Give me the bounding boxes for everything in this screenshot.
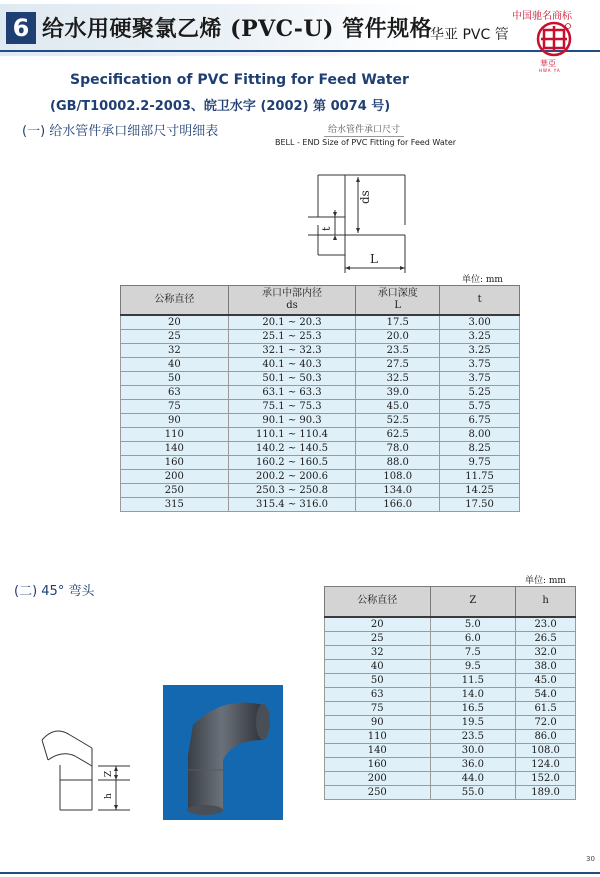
table-cell: 200.2 ~ 200.6	[228, 470, 356, 484]
table-cell: 38.0	[516, 659, 576, 673]
table-cell: 7.5	[430, 645, 516, 659]
table-row	[121, 456, 520, 470]
table-cell: 75	[121, 400, 229, 414]
table-row	[121, 498, 520, 512]
table-cell: 140	[325, 743, 431, 757]
table-cell: 315.4 ~ 316.0	[228, 498, 356, 512]
table-cell: 25	[325, 631, 431, 645]
diagram1-caption-cn: 给水管件承口尺寸	[324, 122, 404, 137]
table-cell: 315	[121, 498, 229, 512]
table-cell: 72.0	[516, 715, 576, 729]
table-row	[325, 631, 576, 645]
table-cell: 9.75	[440, 456, 520, 470]
diagram2-label-h: h	[104, 793, 114, 799]
column-header: t	[440, 286, 520, 316]
column-header: 承口中部内径 ds	[228, 286, 356, 316]
footer-divider	[0, 872, 600, 874]
bell-end-size-table	[120, 285, 520, 512]
table-cell: 250	[325, 785, 431, 799]
table-cell: 55.0	[430, 785, 516, 799]
elbow-45-icon	[163, 685, 283, 820]
table-row	[121, 470, 520, 484]
column-header: Z	[430, 587, 516, 617]
elbow-45-table	[324, 586, 576, 800]
table-cell: 17.5	[356, 315, 440, 330]
table-cell: 20	[121, 315, 229, 330]
table-row	[121, 484, 520, 498]
table-cell: 14.25	[440, 484, 520, 498]
header-divider	[0, 50, 600, 52]
table-cell: 23.5	[356, 344, 440, 358]
table2-unit: 单位: mm	[525, 576, 566, 586]
table-row	[325, 729, 576, 743]
table-row	[325, 715, 576, 729]
table-row	[325, 617, 576, 632]
column-header: 公称直径	[121, 286, 229, 316]
table-cell: 108.0	[516, 743, 576, 757]
table-cell: 6.75	[440, 414, 520, 428]
table-cell: 25.1 ~ 25.3	[228, 330, 356, 344]
table-cell: 140	[121, 442, 229, 456]
table-cell: 250.3 ~ 250.8	[228, 484, 356, 498]
table-cell: 200	[325, 771, 431, 785]
table-cell: 140.2 ~ 140.5	[228, 442, 356, 456]
table-cell: 152.0	[516, 771, 576, 785]
table-cell: 200	[121, 470, 229, 484]
table-cell: 11.75	[440, 470, 520, 484]
table-cell: 61.5	[516, 701, 576, 715]
table-cell: 52.5	[356, 414, 440, 428]
table-cell: 50	[121, 372, 229, 386]
table-cell: 3.75	[440, 358, 520, 372]
table-cell: 45.0	[356, 400, 440, 414]
table-cell: 30.0	[430, 743, 516, 757]
table-row	[121, 344, 520, 358]
table-cell: 20	[325, 617, 431, 632]
table-cell: 189.0	[516, 785, 576, 799]
table-row	[325, 687, 576, 701]
table-cell: 160	[325, 757, 431, 771]
table-cell: 8.25	[440, 442, 520, 456]
table-cell: 32.0	[516, 645, 576, 659]
table-cell: 5.75	[440, 400, 520, 414]
table-cell: 8.00	[440, 428, 520, 442]
table-row	[121, 358, 520, 372]
brand-name: 华亚 PVC 管	[430, 27, 509, 43]
table-row	[121, 414, 520, 428]
table-cell: 90.1 ~ 90.3	[228, 414, 356, 428]
table-cell: 250	[121, 484, 229, 498]
table-row	[121, 330, 520, 344]
table-cell: 50.1 ~ 50.3	[228, 372, 356, 386]
logo-english-name: HWA YA	[539, 68, 561, 73]
table-cell: 63.1 ~ 63.3	[228, 386, 356, 400]
table-cell: 134.0	[356, 484, 440, 498]
table-row	[325, 659, 576, 673]
bell-end-diagram	[300, 155, 420, 280]
logo-chinese-name: 華亞	[540, 59, 556, 68]
table-cell: 45.0	[516, 673, 576, 687]
section1-title: (一) 给水管件承口细部尺寸明细表	[22, 124, 219, 139]
table-cell: 3.75	[440, 372, 520, 386]
table-cell: 6.0	[430, 631, 516, 645]
table-cell: 25	[121, 330, 229, 344]
table-cell: 88.0	[356, 456, 440, 470]
table-cell: 23.5	[430, 729, 516, 743]
table-cell: 110	[121, 428, 229, 442]
diagram1-label-L: L	[370, 252, 378, 266]
table-cell: 110	[325, 729, 431, 743]
table-row	[325, 785, 576, 799]
table-cell: 124.0	[516, 757, 576, 771]
column-header: 公称直径	[325, 587, 431, 617]
table-cell: 90	[325, 715, 431, 729]
elbow-diagram	[20, 710, 160, 820]
table-cell: 86.0	[516, 729, 576, 743]
table-cell: 50	[325, 673, 431, 687]
table-cell: 20.1 ~ 20.3	[228, 315, 356, 330]
table-cell: 9.5	[430, 659, 516, 673]
section2-title: (二) 45° 弯头	[14, 584, 95, 599]
table-cell: 20.0	[356, 330, 440, 344]
page-title: 给水用硬聚氯乙烯 (PVC-U) 管件规格	[42, 16, 433, 42]
table-cell: 110.1 ~ 110.4	[228, 428, 356, 442]
table-cell: 160	[121, 456, 229, 470]
table-cell: 40	[325, 659, 431, 673]
table1-unit: 单位: mm	[462, 275, 503, 285]
column-header: 承口深度 L	[356, 286, 440, 316]
table-cell: 75.1 ~ 75.3	[228, 400, 356, 414]
diagram2-label-z: Z	[104, 770, 114, 777]
spec-standard: (GB/T10002.2-2003、皖卫水字 (2002) 第 0074 号)	[50, 99, 391, 114]
table-row	[121, 428, 520, 442]
table-row	[325, 645, 576, 659]
table-row	[325, 743, 576, 757]
table-cell: 40.1 ~ 40.3	[228, 358, 356, 372]
column-header: h	[516, 587, 576, 617]
table-cell: 19.5	[430, 715, 516, 729]
table-cell: 5.0	[430, 617, 516, 632]
table-row	[325, 771, 576, 785]
table-cell: 32	[121, 344, 229, 358]
table-cell: 32	[325, 645, 431, 659]
table-cell: 5.25	[440, 386, 520, 400]
table-cell: 63	[121, 386, 229, 400]
table-row	[325, 757, 576, 771]
trademark-label: 中国驰名商标	[512, 11, 572, 22]
table-cell: 27.5	[356, 358, 440, 372]
diagram1-label-ds: ds	[358, 190, 372, 204]
table-cell: 78.0	[356, 442, 440, 456]
elbow-photo	[163, 685, 283, 820]
table-cell: 62.5	[356, 428, 440, 442]
table-cell: 3.25	[440, 344, 520, 358]
table-cell: 44.0	[430, 771, 516, 785]
table-cell: 166.0	[356, 498, 440, 512]
table-cell: 3.00	[440, 315, 520, 330]
table-row	[325, 673, 576, 687]
table-cell: 54.0	[516, 687, 576, 701]
table-cell: 32.1 ~ 32.3	[228, 344, 356, 358]
table-cell: 26.5	[516, 631, 576, 645]
table-row	[121, 315, 520, 330]
table-cell: 90	[121, 414, 229, 428]
table-cell: 75	[325, 701, 431, 715]
chapter-number: 6	[6, 12, 36, 44]
table-cell: 32.5	[356, 372, 440, 386]
brand-logo-icon	[535, 21, 573, 57]
diagram1-label-t: t	[320, 226, 333, 231]
table-cell: 3.25	[440, 330, 520, 344]
table-row	[121, 400, 520, 414]
table-cell: 160.2 ~ 160.5	[228, 456, 356, 470]
diagram1-caption-en: BELL - END Size of PVC Fitting for Feed Water	[275, 138, 457, 147]
table-cell: 40	[121, 358, 229, 372]
table-cell: 36.0	[430, 757, 516, 771]
table-cell: 17.50	[440, 498, 520, 512]
table-cell: 11.5	[430, 673, 516, 687]
table-cell: 14.0	[430, 687, 516, 701]
table-row	[325, 701, 576, 715]
table-cell: 39.0	[356, 386, 440, 400]
table-cell: 108.0	[356, 470, 440, 484]
table-cell: 16.5	[430, 701, 516, 715]
spec-title: Specification of PVC Fitting for Feed Water	[70, 72, 409, 88]
table-row	[121, 442, 520, 456]
page-number: 30	[586, 855, 595, 863]
table-row	[121, 372, 520, 386]
table-cell: 23.0	[516, 617, 576, 632]
table-row	[121, 386, 520, 400]
table-cell: 63	[325, 687, 431, 701]
